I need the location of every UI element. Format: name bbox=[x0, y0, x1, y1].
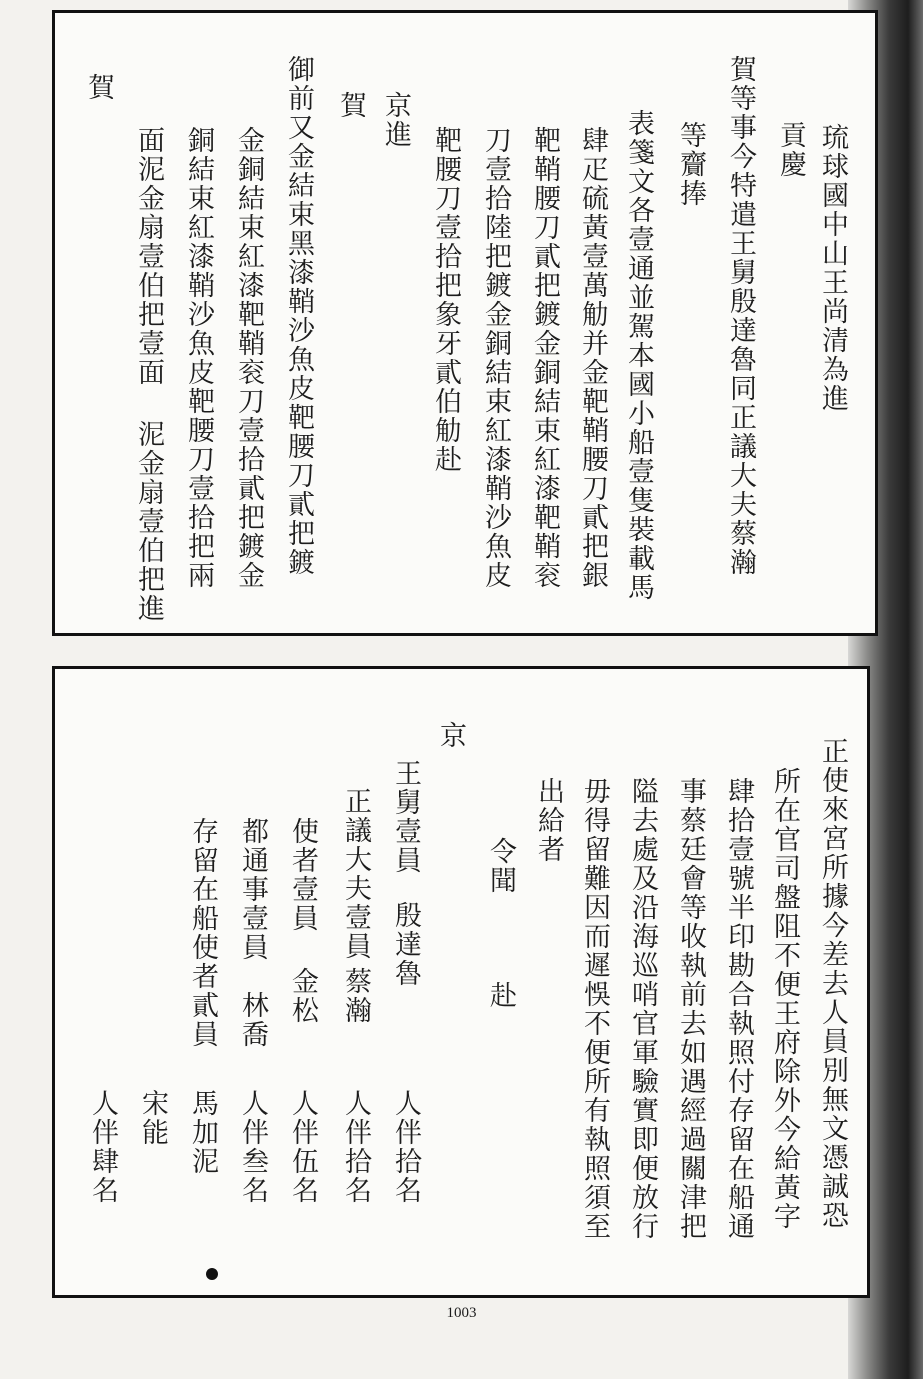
text-column: 所在官司盤阻不便王府除外今給黃字 bbox=[769, 767, 800, 1231]
text-column: 面泥金扇壹伯把壹面 泥金扇壹伯把進 bbox=[133, 126, 164, 623]
bottom-document-panel bbox=[52, 666, 870, 1298]
text-column: 都通事壹員 bbox=[237, 817, 268, 962]
text-column: 殷達魯 bbox=[390, 901, 421, 988]
text-column: 馬加泥 bbox=[187, 1089, 218, 1176]
text-column: 表箋文各壹通並駕本國小船壹隻裝載馬 bbox=[623, 109, 654, 602]
text-column: 毋得留難因而遲悞不便所有執照須至 bbox=[579, 777, 610, 1241]
text-column: 賀等事今特遣王舅殷達魯同正議大夫蔡瀚 bbox=[725, 55, 756, 577]
text-column: 隘去處及沿海巡哨官軍驗實即便放行 bbox=[627, 777, 658, 1241]
text-column: 人伴肆名 bbox=[87, 1089, 118, 1205]
text-column: 出給者 bbox=[533, 777, 564, 864]
text-column: 宋能 bbox=[137, 1089, 168, 1147]
text-column: 京進 bbox=[380, 91, 411, 149]
text-column: 事蔡廷會等收執前去如遇經過關津把 bbox=[675, 777, 706, 1241]
text-column: 赴 bbox=[485, 981, 516, 1010]
text-column: 人伴拾名 bbox=[390, 1089, 421, 1205]
text-column: 金松 bbox=[287, 967, 318, 1025]
text-column: 靶鞘腰刀貳把鍍金銅結束紅漆靶鞘衮 bbox=[529, 126, 560, 590]
ink-dot bbox=[206, 1268, 218, 1280]
top-document-panel bbox=[52, 10, 878, 636]
text-column: 御前又金結束黑漆鞘沙魚皮靶腰刀貳把鍍 bbox=[283, 55, 314, 577]
text-column: 蔡瀚 bbox=[340, 967, 371, 1025]
text-column: 靶腰刀壹拾把象牙貳伯觔赴 bbox=[430, 126, 461, 474]
page-number: 1003 bbox=[446, 1305, 477, 1321]
text-column: 正議大夫壹員 bbox=[340, 787, 371, 961]
text-column: 等齎捧 bbox=[675, 121, 706, 208]
text-column: 林喬 bbox=[237, 991, 268, 1049]
text-column: 肆疋硫黃壹萬觔并金靶鞘腰刀貳把銀 bbox=[577, 126, 608, 590]
text-column: 京 bbox=[435, 721, 466, 750]
text-column: 銅結束紅漆鞘沙魚皮靶腰刀壹拾把兩 bbox=[183, 126, 214, 590]
text-column: 貢慶 bbox=[775, 121, 806, 179]
text-column: 肆拾壹號半印勘合執照付存留在船通 bbox=[723, 777, 754, 1241]
text-column: 令聞 bbox=[485, 837, 516, 895]
text-column: 人伴拾名 bbox=[340, 1089, 371, 1205]
text-column: 王舅壹員 bbox=[390, 759, 421, 875]
text-column: 人伴伍名 bbox=[287, 1089, 318, 1205]
text-column: 賀 bbox=[83, 73, 114, 102]
text-column: 正使來宮所據今差去人員別無文憑誠恐 bbox=[817, 737, 848, 1230]
text-column: 使者壹員 bbox=[287, 817, 318, 933]
text-column: 人伴叁名 bbox=[237, 1089, 268, 1205]
text-column: 琉球國中山王尚清為進 bbox=[817, 123, 848, 413]
text-column: 賀 bbox=[335, 91, 366, 120]
text-column: 刀壹拾陸把鍍金銅結束紅漆鞘沙魚皮 bbox=[480, 126, 511, 590]
text-column: 金銅結束紅漆靶鞘衮刀壹拾貳把鍍金 bbox=[233, 126, 264, 590]
text-column: 存留在船使者貳員 bbox=[187, 817, 218, 1049]
